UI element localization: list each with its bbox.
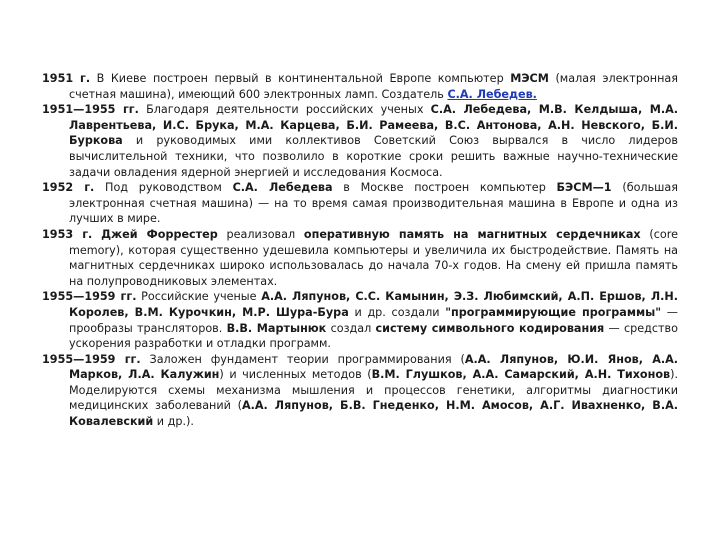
entry-1955-1959-b xyxy=(42,352,678,430)
entry-text: и руководимых ими коллективов Советский Союз вырвался в число лидеров вычислительной техники, что позволило в короткие сроки решить важные научно-технические задачи овладения ядерной энергией и исследования Космоса. xyxy=(69,134,678,179)
entry-year: 1953 г. xyxy=(42,227,93,241)
entry-text: ). Моделируются схемы механизма мышления и процессов генетики, алгоритмы диагностики медицинских заболеваний ( xyxy=(69,368,679,413)
entry-text: Благодаря деятельности российских ученых xyxy=(146,103,431,117)
entry-text: (большая электронная счетная машина) — на то время самая производительная машина в Европе и одна из лучших в мире. xyxy=(69,181,679,226)
entry-1952 xyxy=(42,180,678,227)
entry-text: В Киеве построен первый в континентальной Европе компьютер xyxy=(96,72,511,85)
entry-text: реализовал xyxy=(217,227,304,241)
scientist-names: А.А. Ляпунов, Ю.И. Янов, А.А. Марков, Л.А. Калужин xyxy=(69,352,679,382)
scientist-names: А.А. Ляпунов, Б.В. Гнеденко, Н.М. Амосов, А.Г. Ивахненко, В.А. Ковалевский xyxy=(69,399,678,429)
entry-text: Заложен фундамент теории программирования ( xyxy=(149,352,465,366)
entry-text: — средство ускорения разработки и отладки программ. xyxy=(69,321,678,351)
scientist-names: Джей Форрестер xyxy=(101,227,218,241)
entry-text: (core memory), которая существенно удешевила компьютеры и увеличила их быстродействие. Память на магнитных сердечниках широко использовалась до начала 70-х годов. На смену ей пришла память на полупроводниковых элементах. xyxy=(69,227,678,288)
entry-1955-1959-a xyxy=(42,289,678,351)
computer-name: БЭСМ—1 xyxy=(556,181,612,195)
scientist-names: С.А. Лебедева xyxy=(232,181,333,195)
scientist-names: В.М. Глушков, А.А. Самарский, А.Н. Тихонов xyxy=(371,368,671,382)
entry-text: Под руководством xyxy=(105,181,233,195)
entry-year: 1955—1959 гг. xyxy=(42,290,137,304)
history-text xyxy=(42,71,678,430)
entry-text: в Москве построен компьютер xyxy=(332,181,557,195)
creator-link[interactable]: С.А. Лебедев. xyxy=(447,87,537,101)
entry-text: ) и численных методов ( xyxy=(219,368,372,382)
entry-year: 1952 г. xyxy=(42,181,95,195)
entry-year: 1951—1955 гг. xyxy=(42,103,139,117)
entry-1951 xyxy=(42,71,678,102)
computer-name: МЭСМ xyxy=(510,72,549,85)
scientist-names: С.А. Лебедева, М.В. Келдыша, М.А. Лаврентьева, И.С. Брука, М.А. Карцева, Б.И. Рамеева, В.С. Антонова, А.Н. Невского, Б.И. Буркова xyxy=(69,103,678,148)
entry-text: и др.). xyxy=(153,415,194,429)
entry-year: 1955—1959 гг. xyxy=(42,352,141,366)
scientist-names: А.А. Ляпунов, С.С. Камынин, Э.З. Любимский, А.П. Ершов, Л.Н. Королев, В.М. Курочкин, М.Р. Шура-Бура xyxy=(69,290,678,319)
entry-1951-1955 xyxy=(42,102,678,180)
technology-name: "программирующие программы" xyxy=(445,305,662,319)
entry-text: и др. создали xyxy=(348,305,446,319)
entry-text: (малая электронная счетная машина), имеющий 600 электронных ламп. Создатель xyxy=(69,72,678,101)
technology-name: систему символьного кодирования xyxy=(375,321,605,335)
technology-name: оперативную память на магнитных сердечниках xyxy=(303,227,641,241)
entry-year: 1951 г. xyxy=(42,72,91,85)
scientist-names: В.В. Мартынюк xyxy=(226,321,327,335)
entry-1953 xyxy=(42,227,678,289)
entry-text: Российские ученые xyxy=(141,290,262,304)
entry-text: — прообразы трансляторов. xyxy=(69,305,678,335)
entry-text: создал xyxy=(326,321,376,335)
